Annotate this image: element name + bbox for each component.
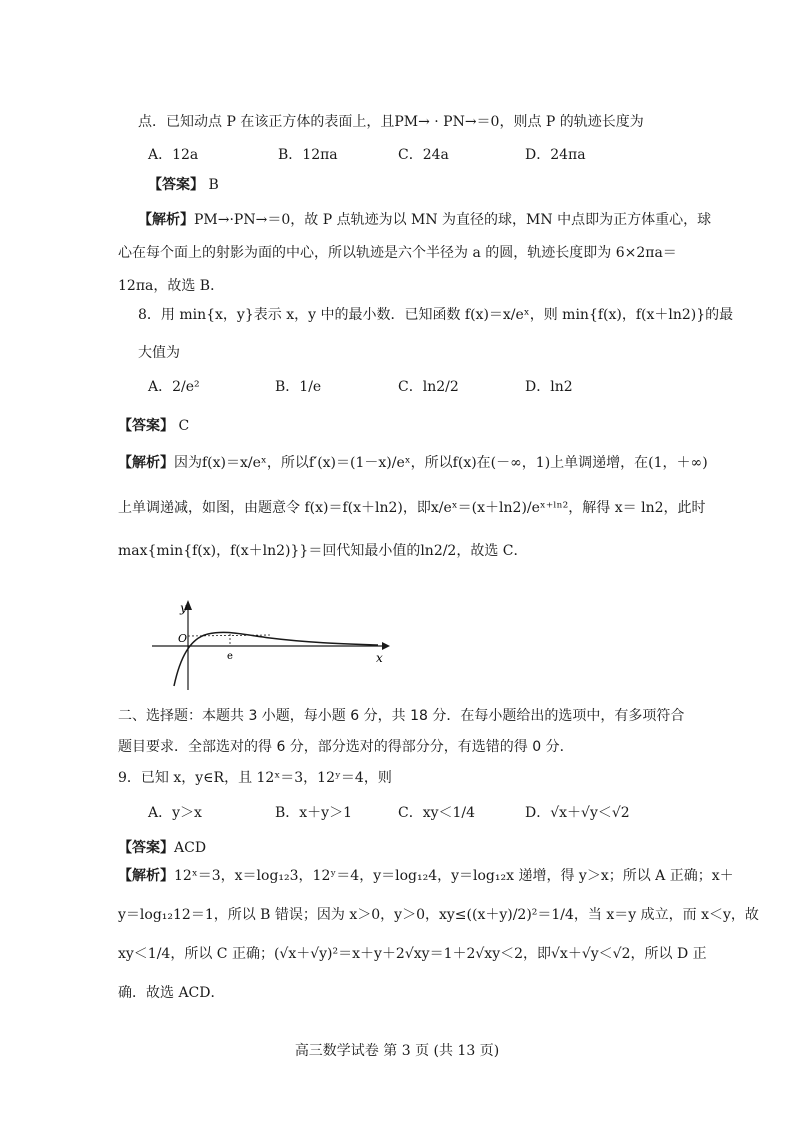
analysis-tag: 【解析】: [118, 868, 174, 884]
q7-answer-line: [148, 175, 219, 195]
q8-stem-2: 大值为: [138, 345, 180, 361]
q9-option-a: A．y＞x: [148, 805, 202, 821]
q9-analysis-4: 确．故选 ACD．: [118, 985, 225, 1001]
q7-analysis-text-1: PM→·PN→＝0，故 P 点轨迹为以 MN 为直径的球，MN 中点即为正方体重心，球: [194, 212, 712, 228]
q8-analysis-3: max{min{f(x)，f(x＋ln2)}}＝回代知最小值的ln2/2，故选 C．: [118, 543, 528, 559]
section2-heading-1: 二、选择题：本题共 3 小题，每小题 6 分，共 18 分．在每小题给出的选项中，有多项符合: [118, 708, 685, 724]
origin-label: O: [178, 632, 188, 645]
q7-analysis-2: 心在每个面上的射影为面的中心，所以轨迹是六个半径为 a 的圆，轨迹长度即为 6×2πa＝: [118, 245, 677, 261]
y-label: y: [180, 601, 187, 615]
answer-tag: 【答案】: [118, 418, 174, 434]
section2-heading-2: 题目要求．全部选对的得 6 分，部分选对的得部分分，有选错的得 0 分．: [118, 739, 574, 755]
function-graph: [150, 598, 390, 694]
q8-option-c: C．ln2/2: [398, 379, 459, 395]
q8-analysis-1: [118, 453, 708, 473]
q9-answer: ACD: [174, 840, 207, 856]
q7-option-d: D．24πa: [525, 147, 586, 163]
q7-analysis-1: [138, 210, 711, 230]
q8-stem-1: 8．用 min{x，y}表示 x，y 中的最小数．已知函数 f(x)＝x/eˣ，则 min{f(x)，f(x＋ln2)}的最: [138, 307, 734, 323]
q7-answer: B: [208, 177, 219, 193]
analysis-tag: 【解析】: [118, 455, 174, 471]
analysis-tag: 【解析】: [138, 212, 194, 228]
q9-analysis-2: y＝log₁₂12＝1，所以 B 错误；因为 x＞0，y＞0，xy≤((x＋y)/2)²＝1/4，当 x＝y 成立，而 x＜y，故: [118, 907, 759, 923]
curve-f: [174, 632, 378, 686]
q7-option-b: B．12πa: [278, 147, 338, 163]
q7-analysis-3: 12πa，故选 B．: [118, 278, 225, 294]
q9-option-b: B．x＋y＞1: [275, 805, 352, 821]
x-label: x: [376, 651, 383, 665]
q7-option-a: A．12a: [148, 147, 199, 163]
q9-analysis-3: xy＜1/4，所以 C 正确；(√x＋√y)²＝x＋y＋2√xy＝1＋2√xy＜2，即√x＋√y＜√2，所以 D 正: [118, 946, 707, 962]
tick-label-e: e: [227, 651, 233, 662]
q9-option-c: C．xy＜1/4: [398, 805, 476, 821]
q9-stem: 9．已知 x，y∈R，且 12ˣ＝3，12ʸ＝4，则: [118, 770, 392, 786]
q8-option-b: B．1/e: [275, 379, 322, 395]
q8-analysis-text-1: 因为f(x)＝x/eˣ，所以f′(x)＝(1－x)/eˣ，所以f(x)在(－∞，1)上单调递增，在(1，＋∞): [174, 455, 708, 471]
q8-option-d: D．ln2: [525, 379, 573, 395]
q8-analysis-2: 上单调递减，如图，由题意令 f(x)＝f(x＋ln2)，即x/eˣ＝(x＋ln2)/eˣ⁺ˡⁿ²，解得 x＝ ln2，此时: [118, 500, 706, 516]
q9-answer-line: [118, 838, 206, 858]
q7-option-c: C．24a: [398, 147, 449, 163]
q9-analysis-1: [118, 866, 734, 886]
q8-answer-line: [118, 416, 189, 436]
q8-option-a: A．2/e²: [148, 379, 200, 395]
q9-analysis-text-1: 12ˣ＝3，x＝log₁₂3，12ʸ＝4，y＝log₁₂4，y＝log₁₂x 递增，得 y＞x；所以 A 正确；x＋: [174, 868, 734, 884]
answer-tag: 【答案】: [118, 840, 174, 856]
q7-stem: 点．已知动点 P 在该正方体的表面上，且PM→ · PN→＝0，则点 P 的轨迹长度为: [138, 114, 644, 130]
q9-option-d: D．√x＋√y＜√2: [525, 805, 630, 821]
answer-tag: 【答案】: [148, 177, 204, 193]
q8-answer: C: [178, 418, 190, 434]
page-footer: 高三数学试卷 第 3 页 (共 13 页): [294, 1043, 500, 1059]
x-axis-arrow: [382, 642, 390, 650]
